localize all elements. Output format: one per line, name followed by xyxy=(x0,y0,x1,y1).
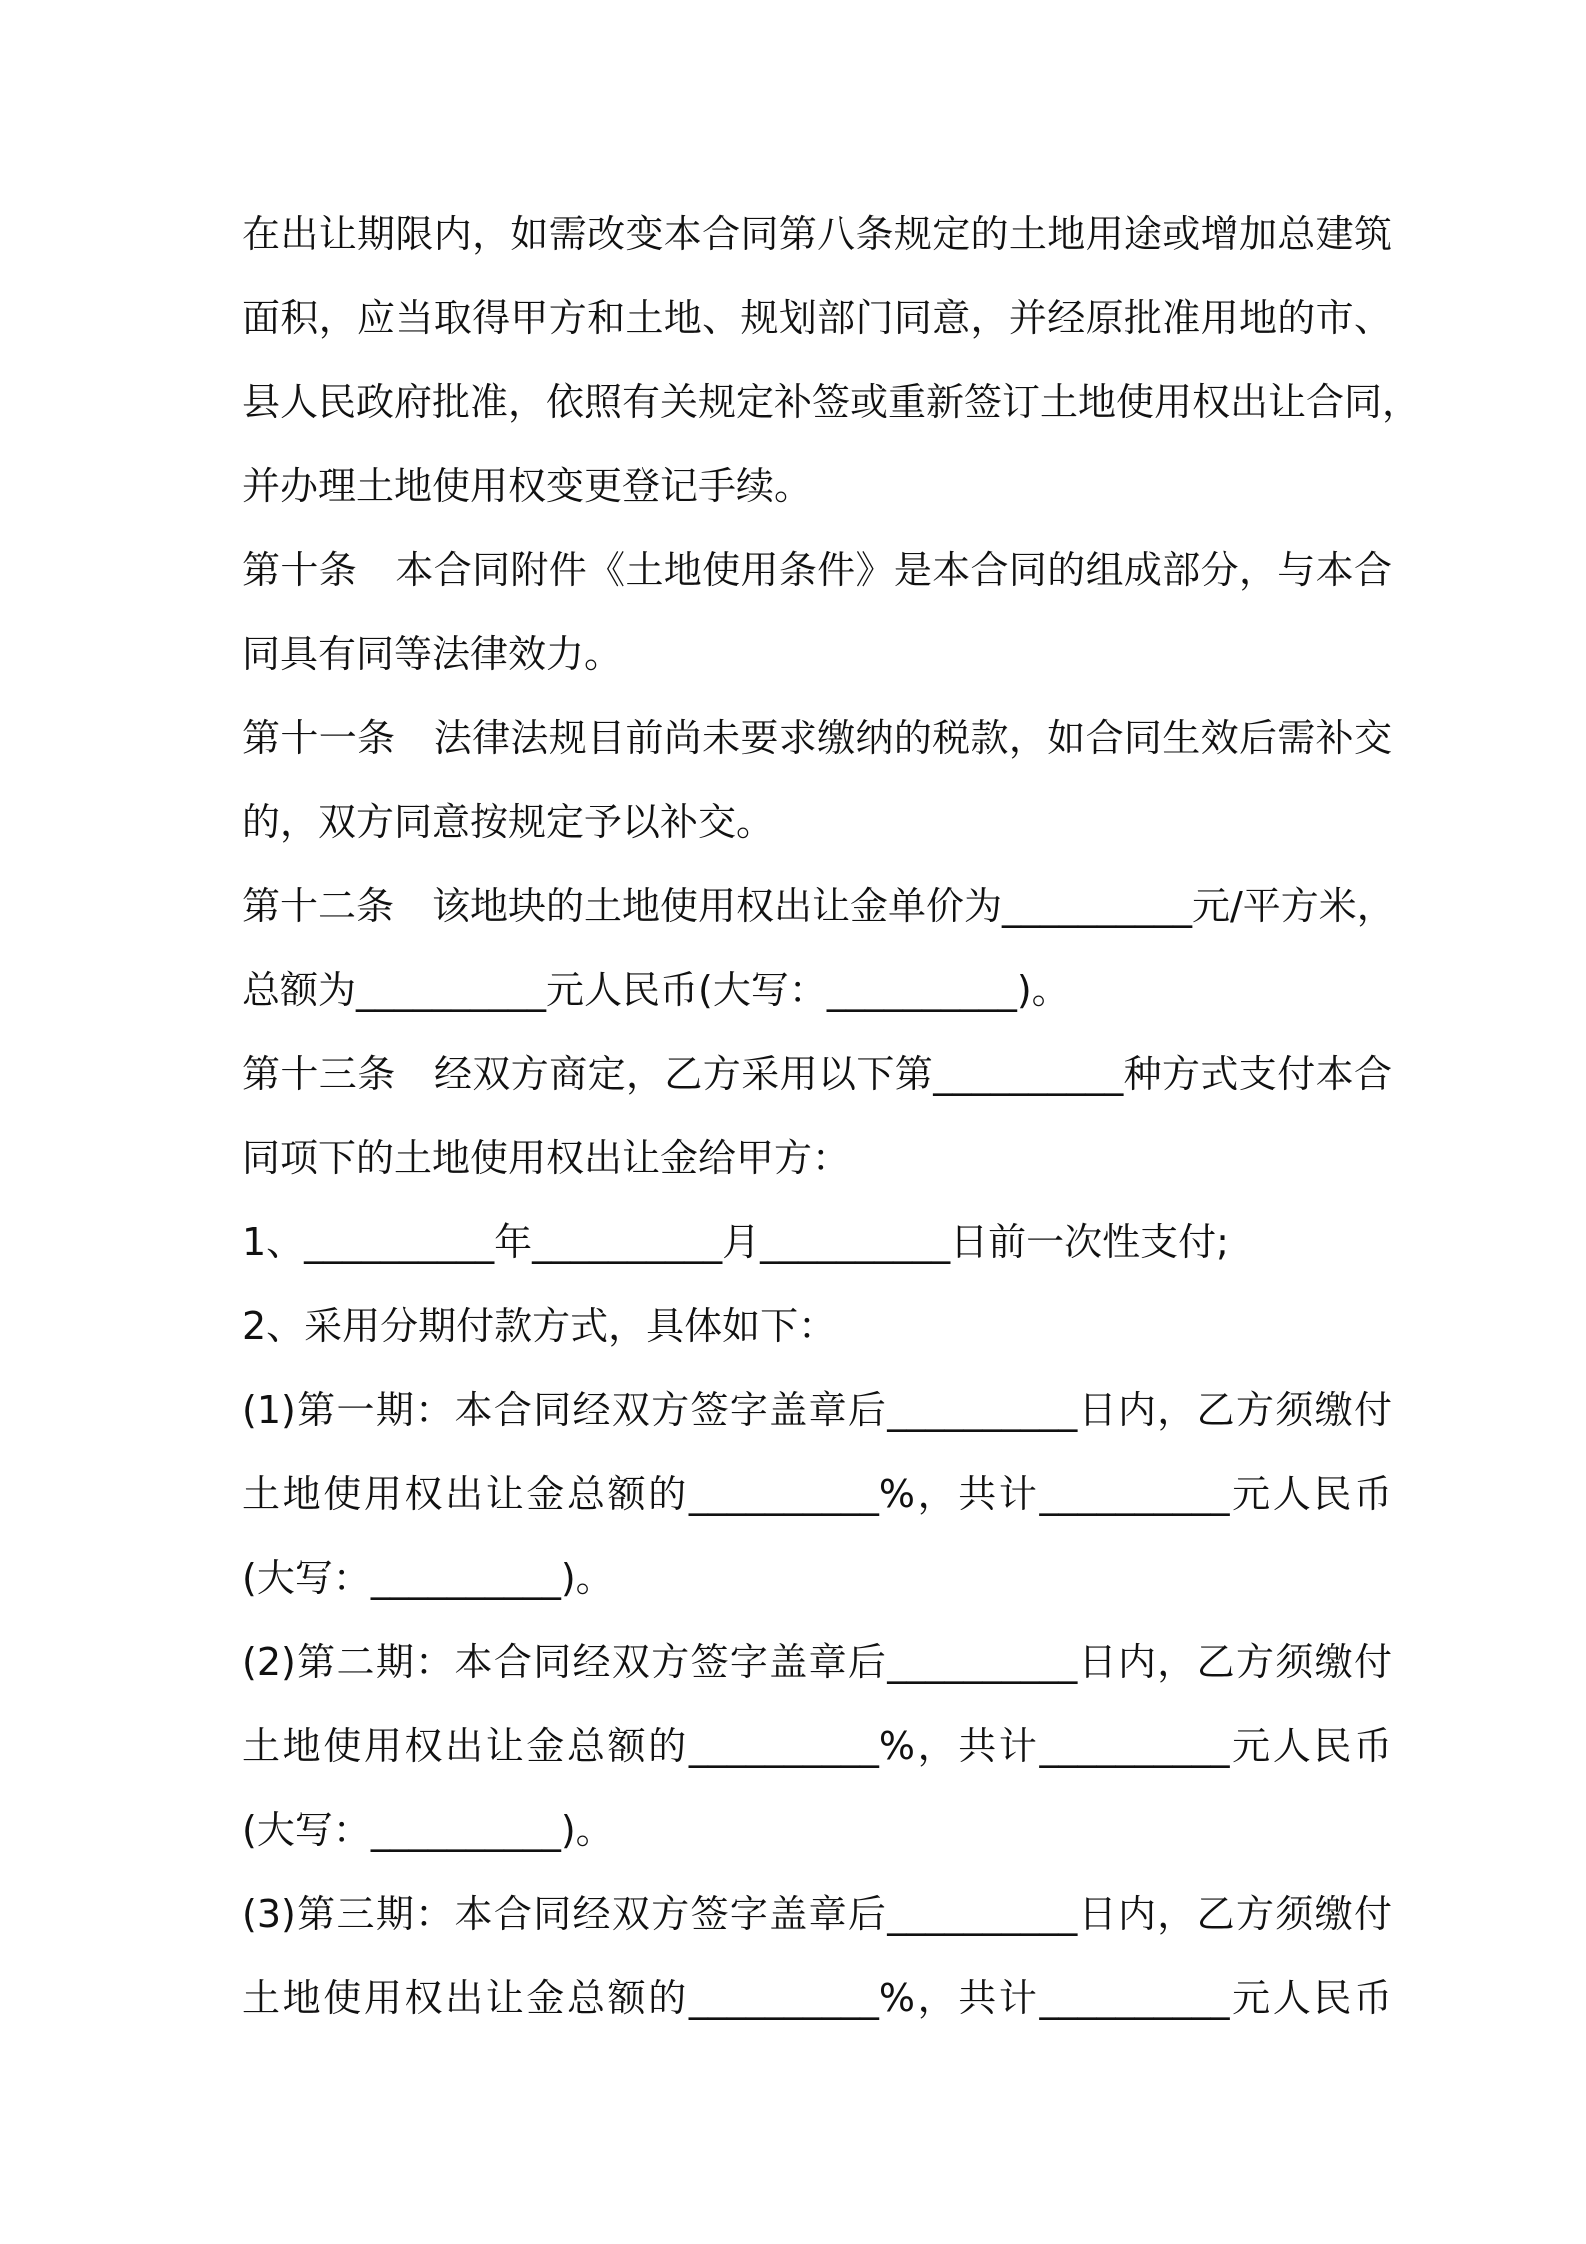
article-13-line: 第十三条 经双方商定，乙方采用以下第__________种方式支付本合 xyxy=(242,1052,1392,1096)
payment-option-2: 2、采用分期付款方式，具体如下： xyxy=(242,1304,837,1348)
text-line: 县人民政府批准，依照有关规定补签或重新签订土地使用权出让合同， xyxy=(242,380,1421,424)
text-line: 总额为__________元人民币(大写：__________)。 xyxy=(242,968,1070,1012)
text-line: 并办理土地使用权变更登记手续。 xyxy=(242,464,813,508)
text-line: 同项下的土地使用权出让金给甲方： xyxy=(242,1136,851,1180)
text-line: (大写：__________)。 xyxy=(242,1556,614,1600)
installment-3-line: (3)第三期：本合同经双方签字盖章后__________日内，乙方须缴付 xyxy=(242,1892,1392,1936)
text-line: 土地使用权出让金总额的__________%，共计__________元人民币 xyxy=(242,1724,1392,1768)
installment-2-line: (2)第二期：本合同经双方签字盖章后__________日内，乙方须缴付 xyxy=(242,1640,1392,1684)
text-line: 土地使用权出让金总额的__________%，共计__________元人民币 xyxy=(242,1976,1392,2020)
text-line: (大写：__________)。 xyxy=(242,1808,614,1852)
article-12-line: 第十二条 该地块的土地使用权出让金单价为__________元/平方米， xyxy=(242,884,1395,928)
article-10-line: 第十条 本合同附件《土地使用条件》是本合同的组成部分，与本合 xyxy=(242,548,1392,592)
text-line: 土地使用权出让金总额的__________%，共计__________元人民币 xyxy=(242,1472,1392,1516)
article-11-line: 第十一条 法律法规目前尚未要求缴纳的税款，如合同生效后需补交 xyxy=(242,716,1392,760)
text-line: 的，双方同意按规定予以补交。 xyxy=(242,800,775,844)
text-line: 在出让期限内，如需改变本合同第八条规定的土地用途或增加总建筑 xyxy=(242,212,1392,256)
contract-text xyxy=(242,192,1421,2040)
payment-option-1: 1、__________年__________月__________日前一次性支付; xyxy=(242,1220,1229,1264)
installment-1-line: (1)第一期：本合同经双方签字盖章后__________日内，乙方须缴付 xyxy=(242,1388,1392,1432)
text-line: 面积，应当取得甲方和土地、规划部门同意，并经原批准用地的市、 xyxy=(242,296,1392,340)
text-line: 同具有同等法律效力。 xyxy=(242,632,623,676)
